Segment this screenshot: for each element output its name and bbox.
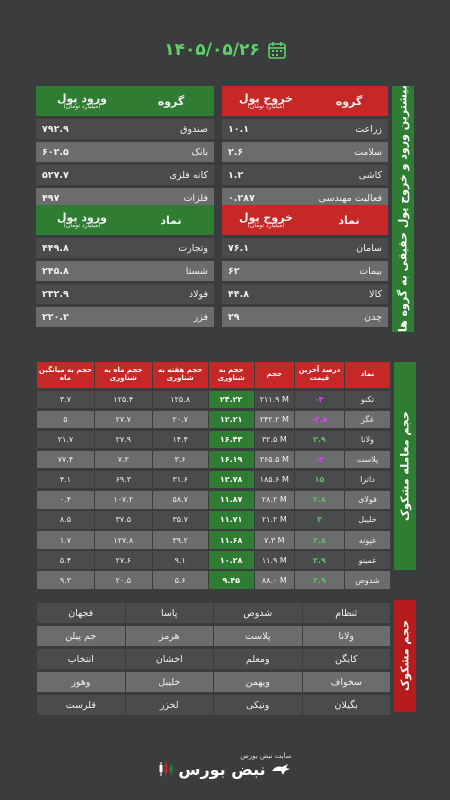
volume-cell-wk: ۵.۶ <box>152 571 208 589</box>
volume-cell-mo: ۲۷.۶ <box>94 551 152 569</box>
common-cell: ثنظام <box>302 603 391 623</box>
volume-cell-pct: -۲.۸ <box>294 411 344 429</box>
volume-cell-vol: ۱۸۵.۶ M <box>254 471 294 489</box>
common-cell: وهور <box>36 672 125 692</box>
symbols-out-name: سامان <box>310 238 388 258</box>
volume-cell-v-float: ۱۲.۲۱ <box>208 411 254 429</box>
common-cell: جم پیلن <box>36 626 125 646</box>
groups-out-row <box>222 119 388 139</box>
volume-cell-pct: ۲.۸ <box>294 531 344 549</box>
volume-cell-vol: ۲۴۲.۲ M <box>254 411 294 429</box>
volume-cell-avg: ۵ <box>36 411 94 429</box>
symbols-in-name: فولاد <box>128 284 214 304</box>
common-cell: فجهان <box>36 603 125 623</box>
volume-cell-symbol: تکنو <box>344 391 390 409</box>
volume-cell-wk: ۳.۶ <box>152 451 208 469</box>
symbols-out-row <box>222 261 388 281</box>
volume-cell-pct: ۳ <box>294 511 344 529</box>
groups-out-value: ۱.۲ <box>222 165 310 185</box>
groups-out-header: خروج پول (میلیارد تومان) گروه <box>222 86 388 116</box>
symbols-in-name: شستا <box>128 261 214 281</box>
symbols-in-panel <box>36 205 222 327</box>
groups-in-row <box>36 165 222 185</box>
volume-cell-pct: ۲.۹ <box>294 551 344 569</box>
report-date: ۱۴۰۵/۰۵/۲۶ <box>164 40 260 60</box>
date-bar <box>0 38 450 62</box>
volume-row <box>36 411 390 429</box>
volume-header-cell: حجم ماه به شناوری <box>94 362 152 388</box>
volume-cell-avg: ۱.۷ <box>36 531 94 549</box>
bull-icon <box>270 761 292 777</box>
volume-cell-vol: ۲۱.۲ M <box>254 511 294 529</box>
volume-row <box>36 471 390 489</box>
volume-cell-mo: ۶۹.۳ <box>94 471 152 489</box>
groups-in-name: فلزات <box>128 188 214 208</box>
symbols-out-header: خروج پول (میلیارد تومان) نماد <box>222 205 388 235</box>
symbols-in-name: وتجارت <box>128 238 214 258</box>
groups-in-value: ۶۰۲.۵ <box>36 142 128 162</box>
volume-cell-vol: ۲۸.۲ M <box>254 491 294 509</box>
volume-cell-avg: ۲۱.۷ <box>36 431 94 449</box>
volume-row <box>36 431 390 449</box>
volume-header-cell: حجم به شناوری <box>208 362 254 388</box>
volume-cell-v-float: ۱۱.۷۱ <box>208 511 254 529</box>
volume-cell-symbol: داترا <box>344 471 390 489</box>
volume-cell-mo: ۷.۳ <box>94 451 152 469</box>
volume-cell-v-float: ۱۶.۴۳ <box>208 431 254 449</box>
groups-out-name: فعالیت مهندسی <box>310 188 388 208</box>
symbols-in-row <box>36 261 222 281</box>
common-cell: ولانا <box>302 626 391 646</box>
groups-in-name: بانک <box>128 142 214 162</box>
volume-cell-avg: ۵.۴ <box>36 551 94 569</box>
groups-in-value: ۵۲۷.۷ <box>36 165 128 185</box>
common-cell: سخواف <box>302 672 391 692</box>
volume-cell-symbol: فولای <box>344 491 390 509</box>
symbols-out-value: ۷۶.۱ <box>222 238 310 258</box>
volume-row <box>36 551 390 569</box>
groups-in-row <box>36 119 222 139</box>
groups-out-name: زراعت <box>310 119 388 139</box>
common-cell: شدوص <box>213 603 302 623</box>
volume-cell-wk: ۱۲۵.۸ <box>152 391 208 409</box>
volume-row <box>36 511 390 529</box>
symbols-out-name: بیمات <box>310 261 388 281</box>
symbols-in-row <box>36 307 222 327</box>
volume-header-cell: حجم <box>254 362 294 388</box>
footer <box>0 745 450 785</box>
symbols-out-name: کالا <box>310 284 388 304</box>
common-row <box>36 626 390 646</box>
volume-cell-v-float: ۱۲.۷۸ <box>208 471 254 489</box>
volume-cell-avg: ۸.۵ <box>36 511 94 529</box>
volume-cell-avg: ۹.۳ <box>36 571 94 589</box>
volume-cell-v-float: ۱۱.۶۸ <box>208 531 254 549</box>
groups-in-value: ۷۹۲.۹ <box>36 119 128 139</box>
volume-cell-avg: ۰.۴ <box>36 491 94 509</box>
groups-out-value: ۰.۲۸۷ <box>222 188 310 208</box>
volume-cell-mo: ۳۷.۵ <box>94 511 152 529</box>
symbols-in-value: ۲۳۲.۹ <box>36 284 128 304</box>
groups-out-name: کاشی <box>310 165 388 185</box>
volume-cell-wk: ۳۹.۲ <box>152 531 208 549</box>
volume-header-cell: حجم به میانگین ماه <box>36 362 94 388</box>
volume-row <box>36 451 390 469</box>
volume-cell-vol: ۸۸.۰ M <box>254 571 294 589</box>
symbols-in-name: فزر <box>128 307 214 327</box>
volume-cell-v-float: ۹.۴۵ <box>208 571 254 589</box>
common-symbols-table <box>36 600 390 715</box>
volume-cell-symbol: غپونه <box>344 531 390 549</box>
volume-cell-mo: ۱۲۵.۴ <box>94 391 152 409</box>
volume-cell-vol: ۲۱۱.۹ M <box>254 391 294 409</box>
volume-row <box>36 491 390 509</box>
footer-site-text: سایت نبض بورس <box>240 751 292 760</box>
volume-cell-wk: ۱۴.۴ <box>152 431 208 449</box>
volume-cell-avg: ۷۷.۴ <box>36 451 94 469</box>
volume-cell-mo: ۱۲۷.۸ <box>94 531 152 549</box>
volume-cell-mo: ۲۷.۹ <box>94 431 152 449</box>
volume-cell-symbol: ولانا <box>344 431 390 449</box>
groups-in-row <box>36 142 222 162</box>
volume-cell-wk: ۹.۱ <box>152 551 208 569</box>
common-cell: لخزر <box>125 695 214 715</box>
volume-cell-v-float: ۱۶.۱۹ <box>208 451 254 469</box>
common-cell: انتخاب <box>36 649 125 669</box>
volume-row <box>36 391 390 409</box>
common-row <box>36 649 390 669</box>
common-row <box>36 603 390 623</box>
volume-cell-wk: ۲۰.۷ <box>152 411 208 429</box>
footer-logo: نبض بورس <box>158 760 291 779</box>
symbols-out-value: ۴۴.۸ <box>222 284 310 304</box>
common-cell: ومعلم <box>213 649 302 669</box>
volume-header-cell: حجم هفته به شناوری <box>152 362 208 388</box>
symbols-in-value: ۲۲۰.۲ <box>36 307 128 327</box>
section-volume-label: حجم معامله مشکوک <box>394 362 416 570</box>
symbols-out-row <box>222 307 388 327</box>
symbols-in-row <box>36 284 222 304</box>
volume-cell-vol: ۳۶۵.۵ M <box>254 451 294 469</box>
groups-out-panel <box>222 86 388 208</box>
groups-in-panel <box>36 86 222 208</box>
groups-in-name: صندوق <box>128 119 214 139</box>
volume-cell-v-float: ۲۴.۲۲ <box>208 391 254 409</box>
symbols-in-header: ورود پول (میلیارد تومان) نماد <box>36 205 222 235</box>
volume-cell-mo: ۲۰.۵ <box>94 571 152 589</box>
volume-cell-symbol: پلاست <box>344 451 390 469</box>
volume-cell-symbol: غمینو <box>344 551 390 569</box>
symbols-out-name: چدن <box>310 307 388 327</box>
common-cell: بگیلان <box>302 695 391 715</box>
common-cell: ویهمن <box>213 672 302 692</box>
volume-cell-pct: ۱۵ <box>294 471 344 489</box>
section-common-label: حجم مشکوک <box>394 600 416 712</box>
volume-cell-pct: ۲.۹ <box>294 571 344 589</box>
volume-cell-mo: ۱۰۷.۲ <box>94 491 152 509</box>
symbols-out-value: ۲۹ <box>222 307 310 327</box>
volume-cell-vol: ۳۲.۵ M <box>254 431 294 449</box>
volume-cell-pct: ۲.۹ <box>294 431 344 449</box>
groups-out-name: سلامت <box>310 142 388 162</box>
candlestick-icon <box>158 760 174 778</box>
groups-out-value: ۱۰.۱ <box>222 119 310 139</box>
volume-cell-wk: ۵۸.۷ <box>152 491 208 509</box>
groups-out-row <box>222 165 388 185</box>
volume-cell-symbol: غگز <box>344 411 390 429</box>
symbols-out-row <box>222 284 388 304</box>
section-money-flow-label: بیشترین ورود و خروج پول حقیقی به گروه ها <box>392 86 414 332</box>
volume-table <box>36 362 390 589</box>
common-cell: ونیکی <box>213 695 302 715</box>
common-cell: خلیبل <box>125 672 214 692</box>
symbols-in-value: ۴۴۹.۸ <box>36 238 128 258</box>
symbols-out-value: ۶۲ <box>222 261 310 281</box>
groups-in-header: ورود پول (میلیارد تومان) گروه <box>36 86 222 116</box>
volume-cell-avg: ۴.۱ <box>36 471 94 489</box>
groups-out-row <box>222 142 388 162</box>
groups-in-value: ۴۹۷ <box>36 188 128 208</box>
volume-row <box>36 531 390 549</box>
volume-cell-symbol: شدوص <box>344 571 390 589</box>
volume-cell-v-float: ۱۱.۸۷ <box>208 491 254 509</box>
common-cell: پاسا <box>125 603 214 623</box>
volume-cell-wk: ۳۱.۶ <box>152 471 208 489</box>
common-cell: اخشان <box>125 649 214 669</box>
common-cell: کابگن <box>302 649 391 669</box>
volume-cell-vol: ۷.۳ M <box>254 531 294 549</box>
common-cell: پلاست <box>213 626 302 646</box>
symbols-in-value: ۲۴۵.۸ <box>36 261 128 281</box>
symbols-out-panel <box>222 205 388 327</box>
volume-cell-symbol: خلیبل <box>344 511 390 529</box>
volume-cell-pct: -۳ <box>294 451 344 469</box>
groups-out-value: ۲.۶ <box>222 142 310 162</box>
common-row <box>36 695 390 715</box>
common-cell: هرمز <box>125 626 214 646</box>
common-row <box>36 672 390 692</box>
symbols-out-row <box>222 238 388 258</box>
volume-cell-vol: ۱۱.۹ M <box>254 551 294 569</box>
symbols-in-row <box>36 238 222 258</box>
volume-cell-pct: -۳ <box>294 391 344 409</box>
volume-cell-wk: ۳۵.۷ <box>152 511 208 529</box>
volume-header-cell: درصد آخرین قیمت <box>294 362 344 388</box>
groups-in-name: کانه فلزی <box>128 165 214 185</box>
volume-cell-pct: ۲.۸ <box>294 491 344 509</box>
volume-table-header <box>36 362 390 388</box>
volume-row <box>36 571 390 589</box>
volume-cell-v-float: ۱۰.۲۸ <box>208 551 254 569</box>
volume-cell-mo: ۲۷.۷ <box>94 411 152 429</box>
calendar-icon <box>268 41 286 59</box>
volume-header-cell: نماد <box>344 362 390 388</box>
volume-cell-avg: ۳.۷ <box>36 391 94 409</box>
common-cell: قلرست <box>36 695 125 715</box>
